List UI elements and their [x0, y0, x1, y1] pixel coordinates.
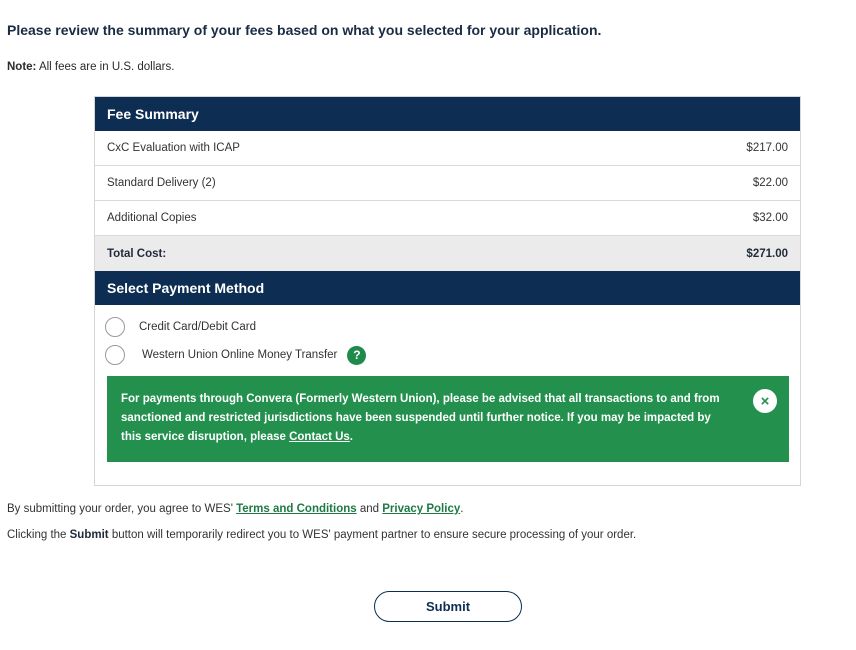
- fee-label: CxC Evaluation with ICAP: [107, 142, 240, 154]
- currency-note: [7, 61, 174, 73]
- terms-link[interactable]: Terms and Conditions: [236, 503, 357, 515]
- fee-row: [95, 131, 800, 166]
- total-label: Total Cost:: [107, 247, 167, 260]
- total-amount: $271.00: [746, 247, 788, 260]
- fee-row: [95, 201, 800, 236]
- convera-alert: [107, 376, 789, 462]
- agreement-end: .: [460, 503, 464, 515]
- alert-end: .: [349, 431, 353, 443]
- note-label: Note:: [7, 61, 37, 73]
- close-circle-icon[interactable]: ×: [753, 389, 777, 413]
- fee-payment-card: [94, 96, 801, 486]
- redirect-bold: Submit: [69, 529, 109, 541]
- fee-label: Standard Delivery (2): [107, 177, 216, 189]
- payment-option-label: Western Union Online Money Transfer: [142, 349, 338, 361]
- payment-option-credit-card[interactable]: [105, 317, 256, 337]
- agreement-and: and: [356, 503, 383, 515]
- fee-label: Additional Copies: [107, 212, 197, 224]
- contact-us-link[interactable]: Contact Us: [289, 431, 350, 443]
- payment-method-header: Select Payment Method: [95, 271, 800, 305]
- western-union-radio[interactable]: [105, 345, 125, 365]
- redirect-suffix: button will temporarily redirect you to WES' payment partner to ensure secure processing of your order.: [108, 529, 637, 541]
- question-circle-icon[interactable]: ?: [347, 346, 366, 365]
- fee-amount: $32.00: [752, 212, 788, 224]
- payment-option-western-union[interactable]: [105, 345, 366, 365]
- agreement-prefix: By submitting your order, you agree to WES': [7, 503, 237, 515]
- payment-option-label: Credit Card/Debit Card: [139, 321, 256, 333]
- credit-card-radio[interactable]: [105, 317, 125, 337]
- agreement-text: [7, 503, 463, 515]
- fee-amount: $22.00: [752, 177, 788, 189]
- alert-text: For payments through Convera (Formerly Western Union), please be advised that all transactions to and from sanctioned and restricted jurisdictions have been suspended until further notice. If you may be impacted by this service disruption, please: [121, 393, 720, 443]
- note-text: All fees are in U.S. dollars.: [36, 61, 175, 73]
- redirect-notice: [7, 529, 636, 541]
- submit-button[interactable]: Submit: [374, 591, 522, 622]
- redirect-prefix: Clicking the: [7, 529, 70, 541]
- fee-amount: $217.00: [746, 142, 788, 154]
- page-intro: Please review the summary of your fees based on what you selected for your application.: [7, 22, 602, 38]
- privacy-link[interactable]: Privacy Policy: [382, 503, 461, 515]
- payment-options: [95, 305, 800, 523]
- total-cost-row: [95, 236, 800, 271]
- fee-row: [95, 166, 800, 201]
- fee-summary-header: Fee Summary: [95, 97, 800, 131]
